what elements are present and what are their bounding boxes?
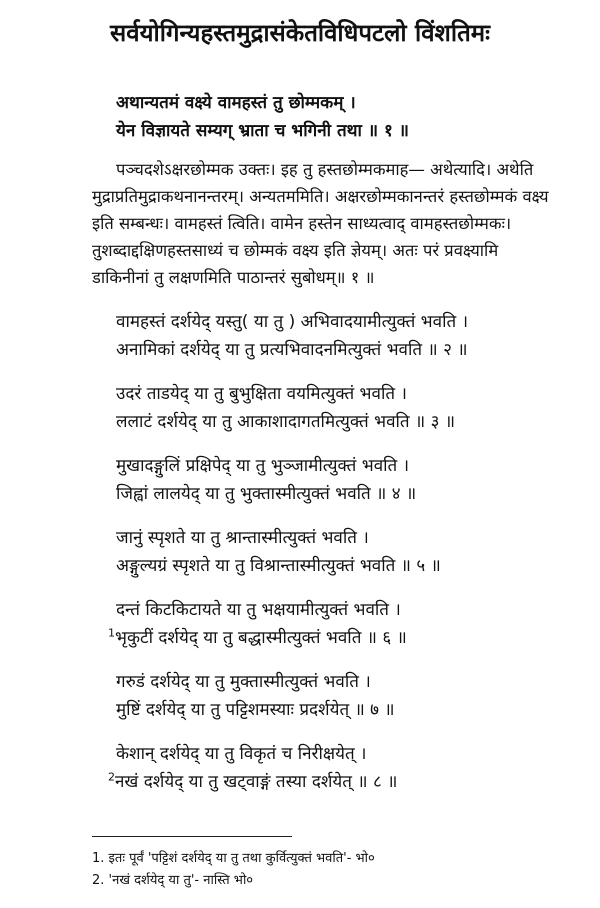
- verse-line: अङ्गुल्यग्रं स्पृशते या तु विश्रान्तास्मीत्युक्तं भवति ॥ ५ ॥: [116, 556, 441, 576]
- verse-text: नखं दर्शयेद् या तु खट्वाङ्गं तस्या दर्शयेत् ॥ ८ ॥: [115, 772, 398, 792]
- commentary-line: मुद्राप्रतिमुद्राकथनानन्तरम्। अन्यतममिति। अक्षरछोम्मकानन्तरं हस्तछोम्मकं वक्ष्य: [92, 187, 549, 206]
- verse-line: अनामिकां दर्शयेद् या तु प्रत्यभिवादनमित्युक्तं भवति ॥ २ ॥: [116, 340, 468, 360]
- verse-line: उदरं ताडयेद् या तु बुभुक्षिता वयमित्युक्तं भवति ।: [116, 384, 407, 404]
- commentary-line: इति सम्बन्धः। वामहस्तं त्विति। वामेन हस्तेन साध्यत्वाद् वामहस्तछोम्मकः।: [92, 214, 512, 233]
- verse-text: भृकुटीं दर्शयेद् या तु बद्धास्मीत्युक्तं भवति ॥ ६ ॥: [115, 628, 407, 648]
- footnote: 1. इतः पूर्वं 'पट्टिशं दर्शयेद् या तु तथा कुर्वित्युक्तं भवति'- भो०: [92, 851, 375, 866]
- footnote-marker: 2: [108, 770, 115, 784]
- commentary-line: तुशब्दाद्दक्षिणहस्तसाध्यं च छोम्मकं वक्ष्य इति ज्ञेयम्। अतः परं प्रवक्ष्यामि: [92, 241, 499, 260]
- verse-line: वामहस्तं दर्शयेद् यस्तु( या तु ) अभिवादयामीत्युक्तं भवति ।: [116, 312, 469, 332]
- verse-line: मुखादङ्गुलिं प्रक्षिपेद् या तु भुञ्जामीत्युक्तं भवति ।: [116, 456, 410, 476]
- verse-line-with-marker: [108, 769, 397, 792]
- verse-line: केशान् दर्शयेद् या तु विकृतं च निरीक्षयेत् ।: [116, 744, 367, 764]
- footnote-divider: [92, 836, 292, 837]
- verse-line: जानुं स्पृशते या तु श्रान्तास्मीत्युक्तं भवति ।: [116, 528, 369, 548]
- intro-verse-line: अथान्यतमं वक्ष्ये वामहस्तं तु छोम्मकम् ।: [116, 93, 356, 113]
- verse-line: ललाटं दर्शयेद् या तु आकाशादागतमित्युक्तं भवति ॥ ३ ॥: [116, 412, 456, 432]
- verse-line: गरुडं दर्शयेद् या तु मुक्तास्मीत्युक्तं भवति ।: [116, 672, 371, 692]
- chapter-title: सर्वयोगिन्यहस्तमुद्रासंकेतविधिपटलो विंशतिमः: [110, 19, 490, 47]
- verse-line-with-marker: [108, 625, 407, 648]
- commentary-line: पञ्चदशेऽक्षरछोम्मक उक्तः। इह तु हस्तछोम्मकमाह— अथेत्यादि। अथेति: [116, 160, 534, 179]
- commentary-line: डाकिनीनां तु लक्षणमिति पाठान्तरं सुबोधम्॥ १ ॥: [92, 268, 375, 287]
- footnote: 2. 'नखं दर्शयेद् या तु'- नास्ति भो०: [92, 873, 254, 888]
- footnote-marker: 1: [108, 626, 115, 640]
- verse-line: जिह्वां लालयेद् या तु भुक्तास्मीत्युक्तं भवति ॥ ४ ॥: [116, 484, 417, 504]
- verse-line: मुष्टिं दर्शयेद् या तु पट्टिशमस्याः प्रदर्शयेत् ॥ ७ ॥: [116, 700, 395, 720]
- intro-verse-line: येन विज्ञायते सम्यग् भ्राता च भगिनी तथा ॥ १ ॥: [116, 121, 409, 141]
- verse-line: दन्तं किटकिटायते या तु भक्षयामीत्युक्तं भवति ।: [116, 600, 401, 620]
